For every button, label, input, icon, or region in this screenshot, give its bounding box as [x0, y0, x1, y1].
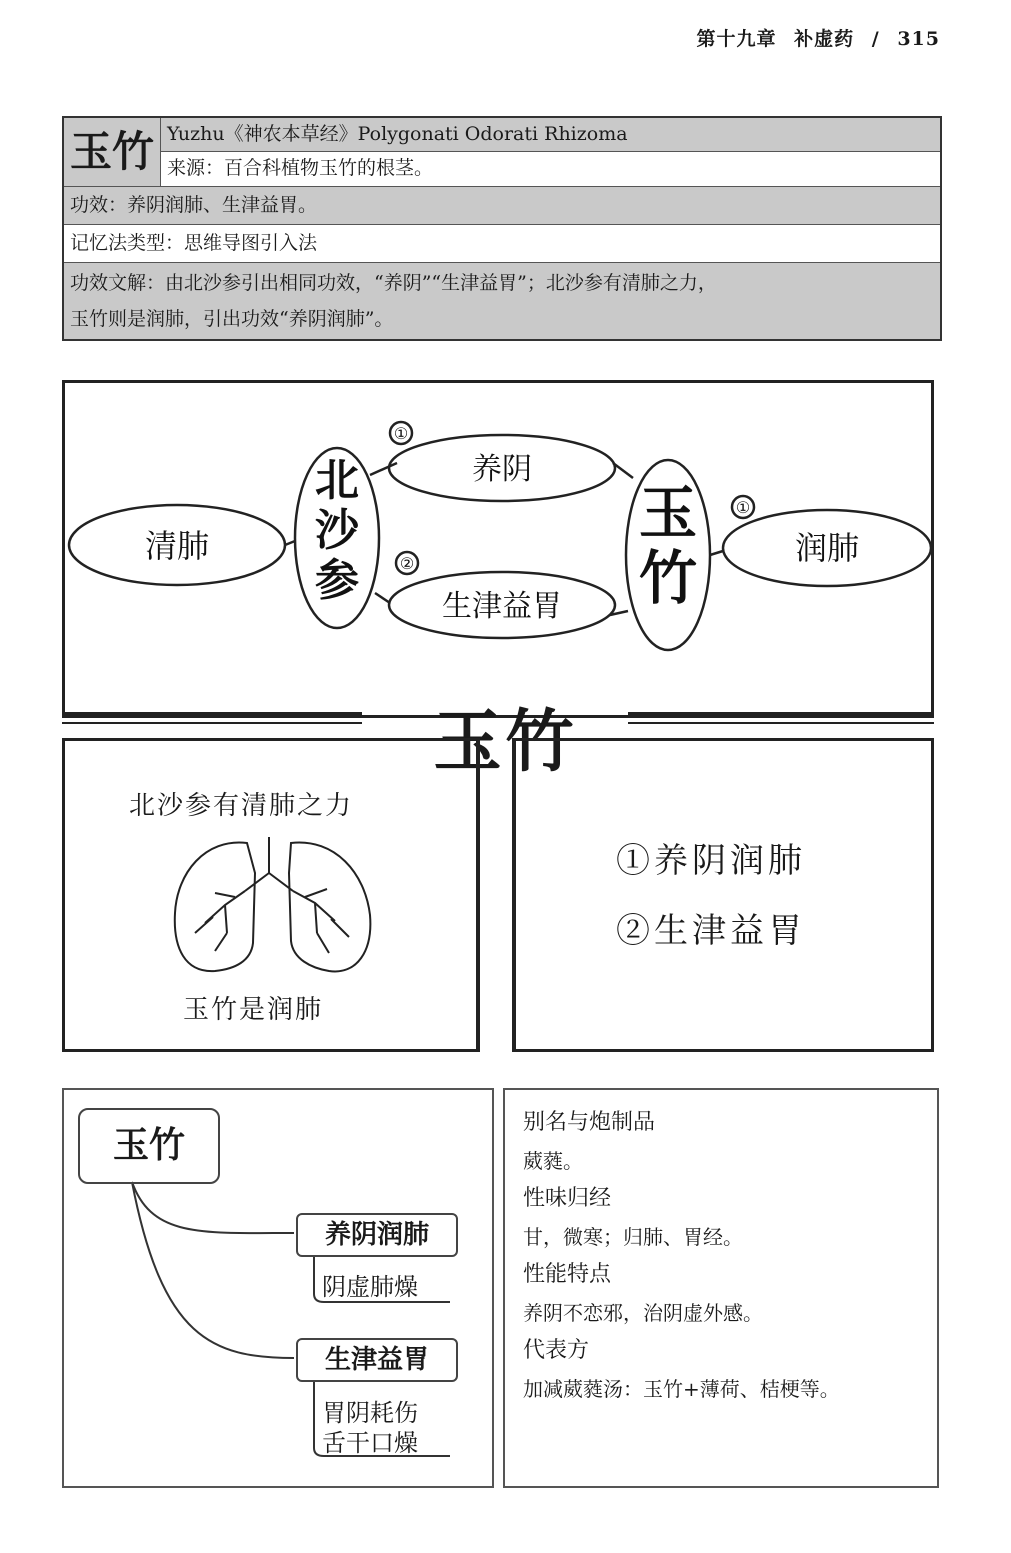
feature-heading: 性能特点: [523, 1262, 612, 1287]
explain-line-1: 功效文解：由北沙参引出相同功效，“养阴”“生津益胃”；北沙参有清肺之力，: [70, 272, 717, 294]
formula-heading: 代表方: [523, 1338, 590, 1363]
beishashen-char-1: 北: [315, 455, 359, 506]
yuzhu-char-2: 竹: [638, 544, 698, 612]
concept-diagram-svg: [65, 383, 931, 715]
alias-body: 葳蕤。: [523, 1149, 583, 1173]
mindmap-node-yangyin: 养阴润肺: [296, 1213, 458, 1257]
header-separator: /: [871, 28, 880, 50]
yuzhu-char-1: 玉: [638, 479, 698, 547]
nature-heading: 性味归经: [523, 1186, 612, 1211]
source-text: 来源：百合科植物玉竹的根茎。: [167, 157, 434, 179]
beishashen-char-3: 参: [315, 555, 359, 606]
lung-box: [62, 738, 480, 1052]
effect-line-1: ①养阴润肺: [616, 841, 806, 881]
memory-type-text: 记忆法类型：思维导图引入法: [64, 224, 940, 262]
chapter-label: 第十九章: [696, 28, 777, 50]
mark-2: ②: [399, 554, 415, 573]
effects-box: [512, 738, 934, 1052]
info-table: [62, 116, 942, 341]
page-number: 315: [897, 28, 940, 50]
feature-body: 养阴不恋邪，治阴虚外感。: [523, 1301, 763, 1325]
info-title-row: [64, 118, 940, 186]
nature-body: 甘，微寒；归肺、胃经。: [523, 1225, 743, 1249]
mindmap-node-shengjin: 生津益胃: [296, 1338, 458, 1382]
explain-line-2: 玉竹则是润肺，引出功效“养阴润肺”。: [70, 308, 394, 330]
mark-1: ①: [393, 424, 409, 443]
mark-1b: ①: [735, 498, 751, 517]
runfei-label: 润肺: [794, 529, 860, 567]
qingfei-label: 清肺: [144, 527, 210, 565]
explain-text: [64, 262, 940, 339]
lung-box-bottom-text: 玉竹是润肺: [183, 995, 324, 1025]
concept-diagram: [62, 380, 934, 718]
shengjin-label: 生津益胃: [442, 589, 562, 624]
notes-box: [503, 1088, 939, 1488]
latin-name: Yuzhu《神农本草经》Polygonati Odorati Rhizoma: [161, 118, 940, 152]
alias-heading: 别名与炮制品: [523, 1110, 656, 1135]
lung-icon: [165, 833, 385, 983]
lung-box-top-text: 北沙参有清肺之力: [129, 791, 354, 821]
beishashen-char-2: 沙: [315, 505, 359, 556]
effects-text: 功效：养阴润肺、生津益胃。: [64, 186, 940, 224]
divider-title: 玉竹: [433, 702, 578, 782]
page-header: [0, 24, 940, 51]
mindmap-root: 玉竹: [78, 1108, 220, 1184]
effect-line-2: ②生津益胃: [616, 911, 806, 951]
yangyin-label: 养阴: [472, 452, 532, 487]
herb-title: 玉竹: [64, 118, 161, 186]
mindmap-leaf-yinxu: 阴虚肺燥: [322, 1273, 418, 1301]
mindmap-leaf-shegan: 舌干口燥: [322, 1429, 418, 1457]
formula-body: 加减葳蕤汤：玉竹+薄荷、桔梗等。: [523, 1377, 840, 1401]
mindmap-leaf-weiyin: 胃阴耗伤: [322, 1399, 418, 1427]
section-label: 补虚药: [794, 28, 855, 50]
